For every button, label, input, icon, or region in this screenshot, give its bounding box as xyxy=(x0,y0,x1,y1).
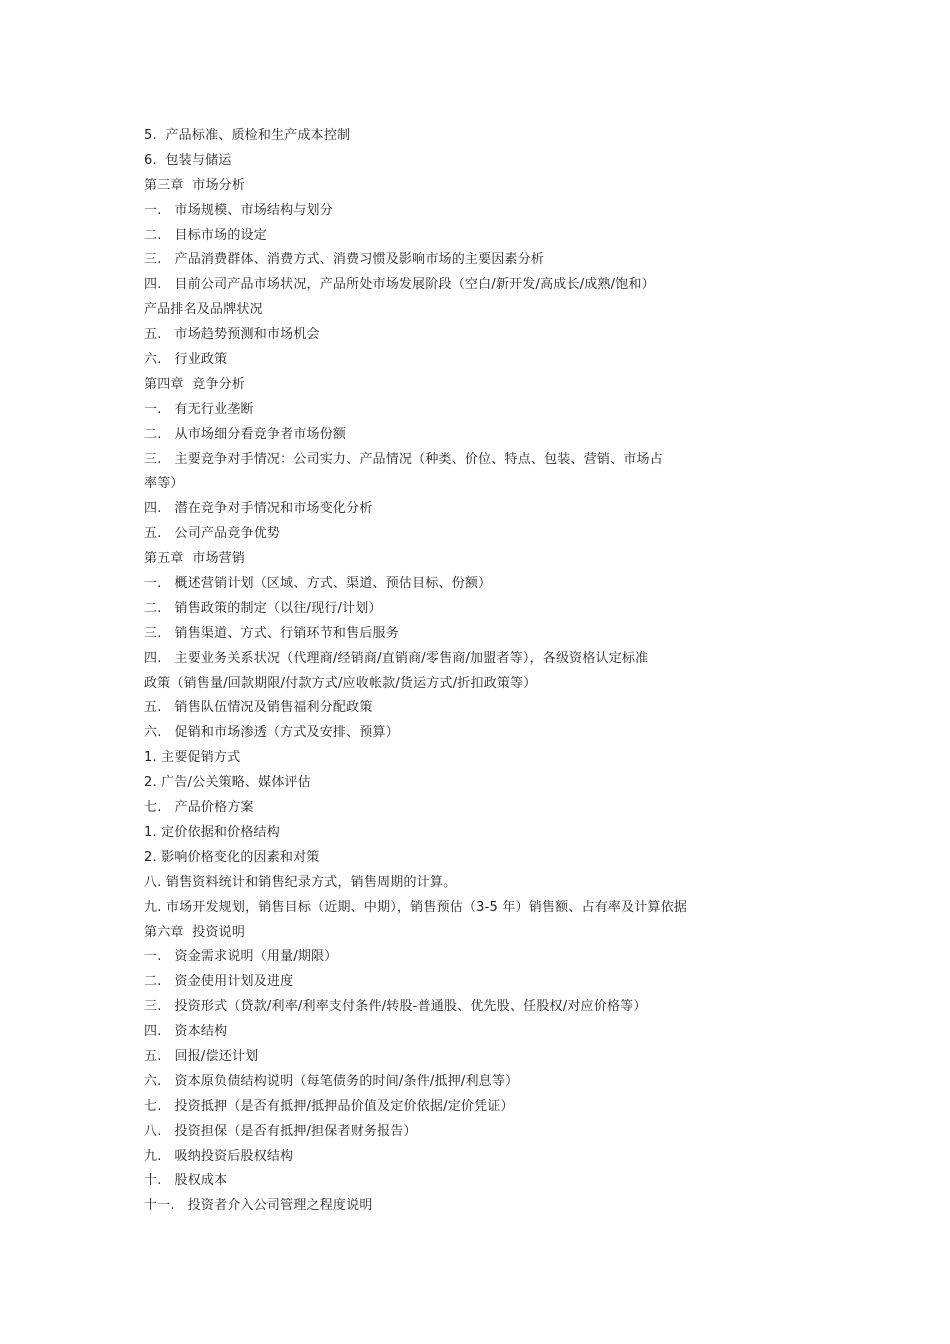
outline-line: 二. 资金使用计划及进度 xyxy=(144,974,294,990)
outline-line-5: 5. 产品标准、质检和生产成本控制 xyxy=(144,128,351,143)
outline-line: 七. 投资抵押（是否有抵押/抵押品价值及定价依据/定价凭证） xyxy=(144,1098,514,1114)
outline-line: 八. 销售资料统计和销售纪录方式，销售周期的计算。 xyxy=(144,874,457,890)
outline-line: 十. 股权成本 xyxy=(144,1173,228,1189)
outline-subline: 2. 影响价格变化的因素和对策 xyxy=(144,849,320,865)
outline-line: 五. 市场趋势预测和市场机会 xyxy=(144,327,320,343)
outline-line: 五. 销售队伍情况及销售福利分配政策 xyxy=(144,700,373,716)
outline-line: 三. 销售渠道、方式、行销环节和售后服务 xyxy=(144,625,399,641)
outline-subline: 2. 广告/公关策略、媒体评估 xyxy=(144,775,311,791)
outline-subline: 1. 主要促销方式 xyxy=(144,750,241,766)
outline-line: 八. 投资担保（是否有抵押/担保者财务报告） xyxy=(144,1123,417,1139)
outline-line: 二. 从市场细分看竞争者市场份额 xyxy=(144,426,347,442)
outline-subline: 1. 定价依据和价格结构 xyxy=(144,824,280,840)
outline-line: 九. 吸纳投资后股权结构 xyxy=(144,1148,294,1164)
outline-line: 二. 目标市场的设定 xyxy=(144,227,267,243)
outline-line: 一. 概述营销计划（区域、方式、渠道、预估目标、份额） xyxy=(144,576,492,592)
outline-line: 七. 产品价格方案 xyxy=(144,800,254,816)
outline-line: 二. 销售政策的制定（以往/现行/计划） xyxy=(144,600,382,616)
outline-line: 一. 有无行业垄断 xyxy=(144,401,254,417)
chapter-5-heading: 第五章 市场营销 xyxy=(144,551,246,567)
outline-line: 三. 产品消费群体、消费方式、消费习惯及影响市场的主要因素分析 xyxy=(144,252,545,268)
outline-line: 六. 资本原负债结构说明（每笔债务的时间/条件/抵押/利息等） xyxy=(144,1073,519,1089)
outline-line: 六. 行业政策 xyxy=(144,352,228,368)
outline-line: 三. 主要竞争对手情况：公司实力、产品情况（种类、价位、特点、包装、营销、市场占 xyxy=(144,451,663,467)
outline-line: 一. 市场规模、市场结构与划分 xyxy=(144,202,333,218)
outline-line: 十一. 投资者介入公司管理之程度说明 xyxy=(144,1198,373,1214)
outline-line: 五. 回报/偿还计划 xyxy=(144,1048,259,1064)
chapter-4-heading: 第四章 竞争分析 xyxy=(144,376,246,392)
outline-line: 四. 目前公司产品市场状况，产品所处市场发展阶段（空白/新开发/高成长/成熟/饱和） xyxy=(144,277,655,293)
outline-line: 九. 市场开发规划，销售目标（近期、中期），销售预估（3-5 年）销售额、占有率及计算依据 xyxy=(144,899,688,915)
outline-line: 四. 潜在竞争对手情况和市场变化分析 xyxy=(144,501,373,517)
chapter-3-heading: 第三章 市场分析 xyxy=(144,177,246,193)
chapter-6-heading: 第六章 投资说明 xyxy=(144,924,246,940)
outline-line: 一. 资金需求说明（用量/期限） xyxy=(144,949,338,965)
outline-line: 三. 投资形式（贷款/利率/利率支付条件/转股-普通股、优先股、任股权/对应价格等） xyxy=(144,999,647,1015)
outline-line-continuation: 率等） xyxy=(144,476,184,492)
outline-line: 五. 公司产品竞争优势 xyxy=(144,526,281,542)
outline-line: 六. 促销和市场渗透（方式及安排、预算） xyxy=(144,725,399,741)
outline-line-continuation: 产品排名及品牌状况 xyxy=(144,302,263,318)
outline-line-6: 6. 包装与储运 xyxy=(144,152,232,168)
outline-line-continuation: 政策（销售量/回款期限/付款方式/应收帐款/货运方式/折扣政策等） xyxy=(144,675,537,691)
outline-line: 四. 主要业务关系状况（代理商/经销商/直销商/零售商/加盟者等），各级资格认定标准 xyxy=(144,650,649,666)
outline-line: 四. 资本结构 xyxy=(144,1024,228,1040)
document-body xyxy=(144,124,804,1219)
